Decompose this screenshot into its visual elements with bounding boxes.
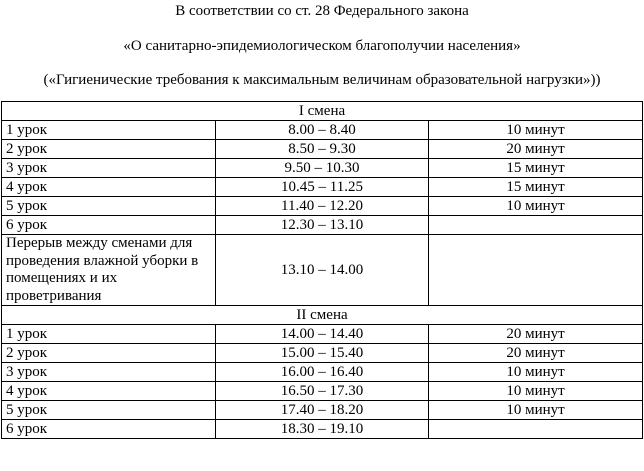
table-row (2, 140, 643, 159)
lesson-time: 14.00 – 14.40 (216, 325, 429, 344)
header-requirements-title: («Гигиенические требования к максимальным величинам образовательной нагрузки»)) (43, 72, 601, 88)
table-row (2, 178, 643, 197)
shift-1-header-row (2, 102, 643, 121)
lesson-time: 16.00 – 16.40 (216, 363, 429, 382)
lesson-time: 17.40 – 18.20 (216, 401, 429, 420)
break-duration: 15 минут (429, 178, 643, 197)
header-law-reference: В соответствии со ст. 28 Федерального закона (175, 3, 469, 19)
break-duration: 10 минут (429, 363, 643, 382)
lesson-name: 2 урок (2, 344, 216, 363)
cleaning-break-time: 13.10 – 14.00 (216, 235, 429, 306)
break-duration: 15 минут (429, 159, 643, 178)
lesson-name: 3 урок (2, 363, 216, 382)
break-duration: 10 минут (429, 401, 643, 420)
lesson-name: 6 урок (2, 420, 216, 439)
lesson-name: 1 урок (2, 121, 216, 140)
cleaning-break-label: Перерыв между сменами для проведения влажной уборки в помещениях и их проветривания (2, 235, 216, 306)
lesson-name: 4 урок (2, 178, 216, 197)
lesson-time: 16.50 – 17.30 (216, 382, 429, 401)
shift-1-title: I смена (2, 102, 643, 121)
lesson-name: 4 урок (2, 382, 216, 401)
break-duration (429, 420, 643, 439)
break-duration: 20 минут (429, 140, 643, 159)
break-duration (429, 235, 643, 306)
lesson-name: 3 урок (2, 159, 216, 178)
lesson-time: 11.40 – 12.20 (216, 197, 429, 216)
lesson-time: 8.00 – 8.40 (216, 121, 429, 140)
table-row (2, 197, 643, 216)
lesson-time: 12.30 – 13.10 (216, 216, 429, 235)
lesson-time: 8.50 – 9.30 (216, 140, 429, 159)
lesson-name: 5 урок (2, 401, 216, 420)
lesson-time: 10.45 – 11.25 (216, 178, 429, 197)
lesson-name: 1 урок (2, 325, 216, 344)
lesson-name: 2 урок (2, 140, 216, 159)
lesson-name: 5 урок (2, 197, 216, 216)
table-row (2, 363, 643, 382)
break-duration: 10 минут (429, 121, 643, 140)
break-duration: 20 минут (429, 325, 643, 344)
lesson-time: 9.50 – 10.30 (216, 159, 429, 178)
break-duration (429, 216, 643, 235)
lesson-name: 6 урок (2, 216, 216, 235)
break-duration: 10 минут (429, 382, 643, 401)
table-row (2, 344, 643, 363)
table-row (2, 325, 643, 344)
table-row (2, 159, 643, 178)
lesson-time: 18.30 – 19.10 (216, 420, 429, 439)
lesson-time: 15.00 – 15.40 (216, 344, 429, 363)
break-duration: 10 минут (429, 197, 643, 216)
header-law-title: «О санитарно-эпидемиологическом благополучии населения» (123, 38, 521, 54)
shift-2-header-row (2, 306, 643, 325)
cleaning-break-row (2, 235, 643, 306)
shift-2-title: II смена (2, 306, 643, 325)
table-row (2, 420, 643, 439)
bell-schedule-table (1, 101, 643, 439)
break-duration: 20 минут (429, 344, 643, 363)
table-row (2, 401, 643, 420)
table-row (2, 121, 643, 140)
table-row (2, 382, 643, 401)
table-row (2, 216, 643, 235)
